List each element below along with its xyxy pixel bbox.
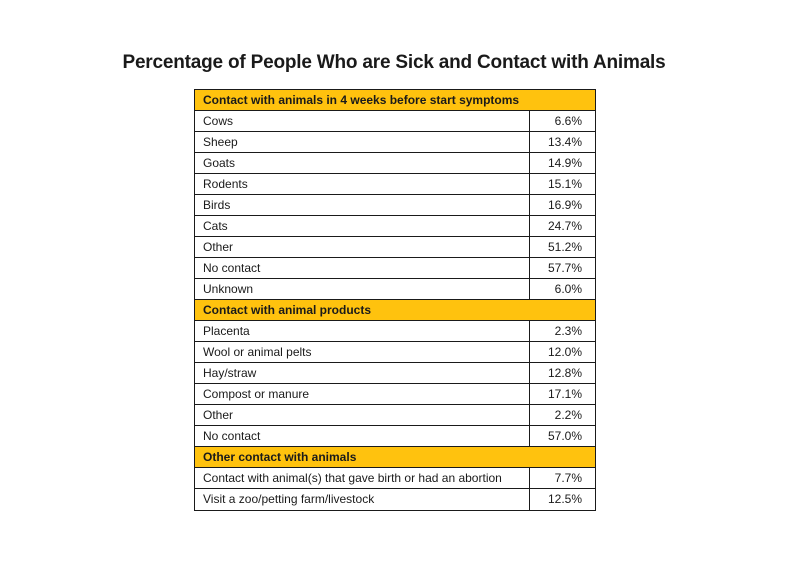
row-value: 16.9%: [547, 198, 582, 212]
table-row: [195, 237, 595, 258]
table-row: [195, 342, 595, 363]
row-label: Wool or animal pelts: [195, 342, 530, 362]
table-row: [195, 363, 595, 384]
table-row: [195, 384, 595, 405]
row-label: Goats: [195, 153, 530, 173]
row-value: 24.7%: [547, 219, 582, 233]
row-label: Rodents: [195, 174, 530, 194]
row-value: 12.5%: [547, 492, 582, 506]
table-row: [195, 321, 595, 342]
row-value: 13.4%: [547, 135, 582, 149]
table-row: [195, 468, 595, 489]
table-row: [195, 132, 595, 153]
row-label: Contact with animal(s) that gave birth or had an abortion: [195, 468, 530, 488]
row-value: 6.0%: [554, 282, 582, 296]
chart-title: Percentage of People Who are Sick and Contact with Animals: [122, 52, 666, 73]
row-label: Birds: [195, 195, 530, 215]
row-label: Other: [195, 405, 530, 425]
table-row: [195, 279, 595, 300]
row-value: 2.3%: [554, 324, 582, 338]
table-row: [195, 258, 595, 279]
row-label: Unknown: [195, 279, 530, 299]
row-value: 15.1%: [547, 177, 582, 191]
row-label: No contact: [195, 258, 530, 278]
row-label: Cats: [195, 216, 530, 236]
data-table: [194, 89, 596, 511]
table-row: [195, 195, 595, 216]
row-value: 17.1%: [547, 387, 582, 401]
row-label: Cows: [195, 111, 530, 131]
table-row: [195, 153, 595, 174]
row-label: Hay/straw: [195, 363, 530, 383]
row-value: 57.0%: [547, 429, 582, 443]
section-header: Contact with animal products: [195, 300, 595, 321]
section-header: Contact with animals in 4 weeks before start symptoms: [195, 90, 595, 111]
row-value: 12.8%: [547, 366, 582, 380]
row-label: Sheep: [195, 132, 530, 152]
row-label: Visit a zoo/petting farm/livestock: [195, 489, 530, 510]
row-label: No contact: [195, 426, 530, 446]
row-value: 6.6%: [554, 114, 582, 128]
table-row: [195, 426, 595, 447]
table-row: [195, 216, 595, 237]
section-header: Other contact with animals: [195, 447, 595, 468]
row-label: Compost or manure: [195, 384, 530, 404]
row-value: 51.2%: [547, 240, 582, 254]
row-value: 12.0%: [547, 345, 582, 359]
row-value: 14.9%: [547, 156, 582, 170]
table-row: [195, 405, 595, 426]
row-value: 2.2%: [554, 408, 582, 422]
row-value: 57.7%: [547, 261, 582, 275]
table-row: [195, 174, 595, 195]
row-label: Placenta: [195, 321, 530, 341]
row-label: Other: [195, 237, 530, 257]
table-row: [195, 489, 595, 510]
row-value: 7.7%: [554, 471, 582, 485]
table-row: [195, 111, 595, 132]
